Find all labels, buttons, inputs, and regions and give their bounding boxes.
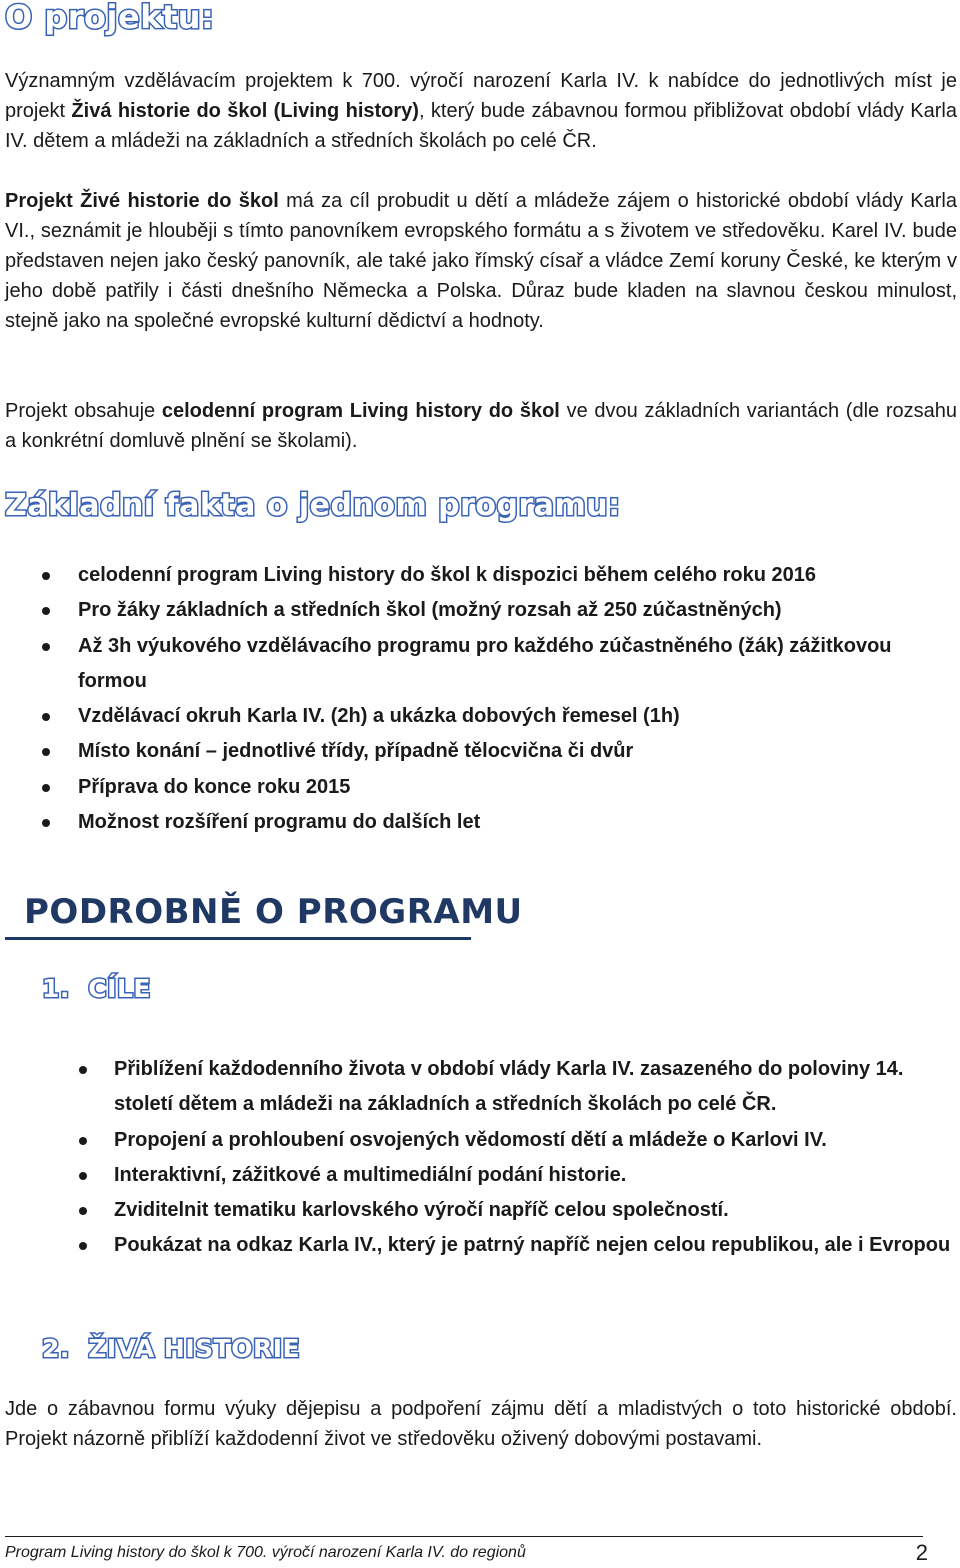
fact-text: Místo konání – jednotlivé třídy, případně tělocvična či dvůr <box>78 740 634 763</box>
facts-list <box>78 558 958 840</box>
contents-program-name: celodenní program Living history do škol <box>161 400 560 422</box>
footer-divider <box>5 1536 923 1537</box>
historie-paragraph: Jde o zábavnou formu výuky dějepisu a podpoření zájmu dětí a mladistvých o toto historické období. Projekt názorně přiblíží každodenní život ve středověku oživený dobovými postavami. <box>5 1398 957 1450</box>
list-item <box>114 1052 958 1123</box>
list-item <box>114 1123 958 1158</box>
fact-text: Příprava do konce roku 2015 <box>78 775 351 798</box>
fact-text: Vzdělávací okruh Karla IV. (2h) a ukázka dobových řemesel (1h) <box>78 705 680 728</box>
list-item <box>78 558 958 593</box>
heading-cile: 1. CÍLE <box>42 974 151 1003</box>
fact-text: celodenní program Living history do škol k dispozici během celého roku 2016 <box>78 564 816 586</box>
goal-text: Zviditelnit tematiku karlovského výročí napříč celou společností. <box>114 1199 729 1222</box>
bullet-icon <box>42 713 50 721</box>
bullet-icon <box>42 643 50 651</box>
bullet-icon <box>79 1137 87 1145</box>
goal-project-name: Projekt Živé historie do škol <box>5 190 279 212</box>
section-underline <box>5 937 471 940</box>
intro-text-2: , který bude zábavnou formou přibližovat období vlády Karla IV. dětem a mládeži na základních a středních školách po celé ČR. <box>5 100 957 152</box>
bullet-icon <box>42 572 50 580</box>
footer-text: Program Living history do škol k 700. výročí narození Karla IV. do regionů <box>5 1544 526 1561</box>
goal-text: má za cíl probudit u dětí a mládeže zájem o historické období vlády Karla VI., seznámit je hlouběji s tímto panovníkem evropského formátu a s životem ve středověku. Karel IV. bude představen nejen jako český panovník, ale také jako římský císař a vládce Zemí koruny České, ke kterým v jeho době patřily i části dnešního Německa a Polska. Důraz bude kladen na slavnou českou minulost, stejně jako na společné evropské kulturní dědictví a hodnoty. <box>5 190 957 332</box>
list-item <box>78 629 958 700</box>
list-item <box>114 1193 958 1228</box>
goals-list <box>114 1052 958 1264</box>
bullet-icon <box>42 784 50 792</box>
list-item <box>114 1228 958 1263</box>
bullet-icon <box>79 1066 87 1074</box>
goal-text: Přiblížení každodenního života v období vlády Karla IV. zasazeného do poloviny 14. století dětem a mládeži na základních a středních školách po celé ČR. <box>114 1058 904 1116</box>
heading-zakladni-fakta: Základní fakta o jednom programu: <box>5 488 621 523</box>
intro-project-name: Živá historie do škol (Living history) <box>71 100 419 122</box>
bullet-icon <box>42 748 50 756</box>
bullet-icon <box>42 819 50 827</box>
list-item <box>78 699 958 734</box>
bullet-icon <box>79 1242 87 1250</box>
goal-text: Propojení a prohloubení osvojených vědomostí dětí a mládeže o Karlovi IV. <box>114 1128 827 1151</box>
goal-text: Poukázat na odkaz Karla IV., který je patrný napříč nejen celou republikou, ale i Evropou <box>114 1234 951 1257</box>
intro-text-1: Významným vzdělávacím projektem k 700. výročí narození Karla IV. k nabídce do jednotlivých míst je projekt <box>5 70 957 122</box>
heading-ziva-historie: 2. ŽIVÁ HISTORIE <box>42 1334 301 1363</box>
fact-text: Až 3h výukového vzdělávacího programu pro každého zúčastněného (žák) zážitkovou formou <box>78 634 892 692</box>
heading-o-projektu: O projektu: <box>5 0 215 36</box>
list-item <box>78 734 958 769</box>
contents-text-1: Projekt obsahuje <box>5 400 162 422</box>
goal-paragraph <box>5 186 957 336</box>
page-number: 2 <box>915 1540 928 1565</box>
list-item <box>78 805 958 840</box>
list-item <box>78 770 958 805</box>
fact-text: Možnost rozšíření programu do dalších let <box>78 811 481 834</box>
bullet-icon <box>79 1207 87 1215</box>
list-item <box>78 593 958 628</box>
bullet-icon <box>42 607 50 615</box>
contents-paragraph <box>5 396 957 456</box>
intro-paragraph <box>5 66 957 156</box>
contents-text-2: ve dvou základních variantách (dle rozsahu a konkrétní domluvě plnění se školami). <box>5 400 957 452</box>
bullet-icon <box>79 1172 87 1180</box>
list-item <box>114 1158 958 1193</box>
section-title-podrobne: PODROBNĚ O PROGRAMU <box>24 892 523 932</box>
goal-text: Interaktivní, zážitkové a multimediální podání historie. <box>114 1163 627 1186</box>
fact-text: Pro žáky základních a středních škol (možný rozsah až 250 zúčastněných) <box>78 599 782 622</box>
